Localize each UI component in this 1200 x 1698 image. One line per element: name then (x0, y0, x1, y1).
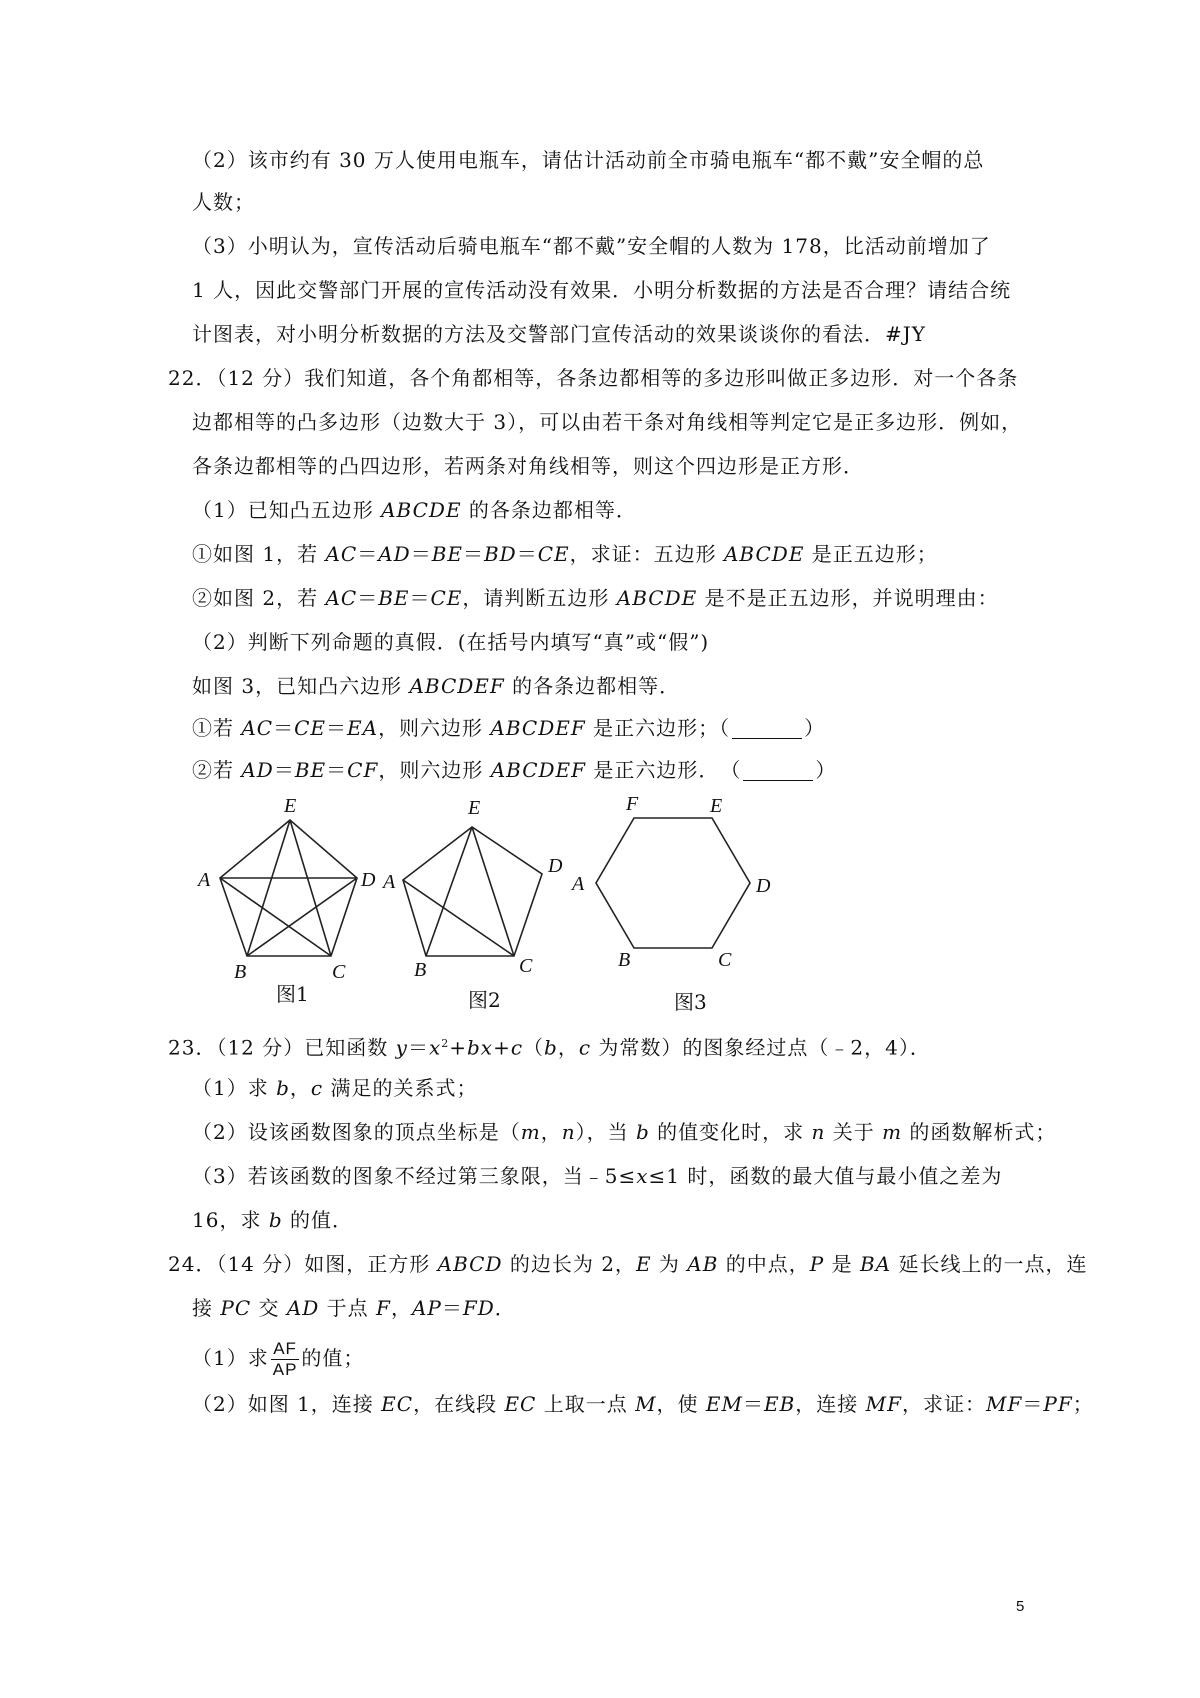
fig1-label-B: B (234, 961, 247, 983)
fig3-label-F: F (626, 793, 639, 815)
figure-2-pentagon (403, 827, 542, 956)
q24-part1: （1）求 $\frac{AF}{AP}$ 的值； (192, 1339, 365, 1379)
figures-svg (0, 790, 1200, 1050)
fig3-label-D: D (756, 875, 771, 897)
q24-part2: （2）如图 1，连接 EC，在线段 EC 上取一点 M，使 EM＝EB，连接 MF，求证：MF＝PF； (192, 1392, 1094, 1416)
q23-part2: （2）设该函数图象的顶点坐标是（m，n），当 b 的值变化时，求 n 关于 m 的函数解析式； (192, 1120, 1057, 1144)
figure-1-pentagon (220, 820, 357, 956)
q23-part1: （1）求 b，c 满足的关系式； (192, 1076, 478, 1100)
figure-3-caption: 图3 (674, 990, 707, 1014)
q23-stem: 23．（12 分）已知函数 $y=x^2+bx+c(b$，c 为常数）的图象经过点（﹣2，4）． (168, 1035, 931, 1060)
q22-stem-line2: 边都相等的凸多边形（边数大于 3），可以由若干条对角线相等判定它是正多边形．例如， (192, 410, 1023, 434)
figure-3-hexagon (596, 818, 750, 948)
fig3-label-B: B (618, 949, 631, 971)
q22-part2: （2）判断下列命题的真假．(在括号内填写“真”或“假”) (192, 630, 710, 654)
fig2-label-B: B (414, 959, 427, 981)
q21-part3-line3: 计图表，对小明分析数据的方法及交警部门宣传活动的效果谈谈你的看法．#JY (192, 322, 926, 346)
fig1-label-C: C (332, 961, 346, 983)
q22-stem-line1: 22．（12 分）我们知道，各个角都相等，各条边都相等的多边形叫做正多边形．对一个各条 (168, 366, 1019, 390)
fig1-label-A: A (198, 869, 211, 891)
fig2-label-A: A (383, 871, 396, 893)
figure-2-caption: 图2 (468, 988, 501, 1012)
q21-part2-line1: （2）该市约有 30 万人使用电瓶车，请估计活动前全市骑电瓶车“都不戴”安全帽的总 (192, 148, 985, 172)
fig1-label-D: D (361, 869, 376, 891)
q22-stem-line3: 各条边都相等的凸四边形，若两条对角线相等，则这个四边形是正方形． (192, 454, 864, 478)
q23-part3-line1: （3）若该函数的图象不经过第三象限，当﹣5≤x≤1 时，函数的最大值与最小值之差为 (192, 1164, 1003, 1188)
q21-part3-line2: 1 人，因此交警部门开展的宣传活动没有效果．小明分析数据的方法是否合理？请结合统 (192, 278, 1012, 302)
q22-part2-figure-intro: 如图 3，已知凸六边形 ABCDEF 的各条边都相等． (192, 674, 681, 698)
q22-statement2: ②若 AD＝BE＝CF，则六边形 ABCDEF 是正六边形． （ ） (192, 758, 837, 782)
q22-part1: （1）已知凸五边形 ABCDE 的各条边都相等． (192, 498, 637, 522)
figure-1-caption: 图1 (276, 982, 309, 1006)
fig3-label-A: A (572, 873, 585, 895)
q21-part3-line1: （3）小明认为，宣传活动后骑电瓶车“都不戴”安全帽的人数为 178，比活动前增加了 (192, 234, 991, 258)
q24-stem-line2: 接 PC 交 AD 于点 F，AP＝FD． (192, 1296, 516, 1320)
fig2-label-E: E (468, 797, 481, 819)
fig3-label-E: E (710, 795, 723, 817)
fig3-label-C: C (718, 949, 732, 971)
fig1-label-E: E (284, 795, 297, 817)
fig2-label-C: C (519, 955, 533, 977)
answer-blank-2[interactable] (743, 760, 813, 781)
q21-part2-line2: 人数； (192, 190, 255, 214)
q23-part3-line2: 16，求 b 的值． (192, 1208, 353, 1232)
q22-sub1: ①如图 1，若 AC＝AD＝BE＝BD＝CE，求证：五边形 ABCDE 是正五边形； (192, 542, 938, 566)
q22-sub2: ②如图 2，若 AC＝BE＝CE，请判断五边形 ABCDE 是不是正五边形，并说明理由： (192, 586, 999, 610)
fraction-af-over-ap: $\frac{AF}{AP}$ (272, 1339, 298, 1379)
fig2-label-D: D (548, 855, 563, 877)
q22-statement1: ①若 AC＝CE＝EA，则六边形 ABCDEF 是正六边形；（ ） (192, 716, 826, 740)
q24-stem-line1: 24．（14 分）如图，正方形 ABCD 的边长为 2，E 为 AB 的中点，P 是 BA 延长线上的一点，连 (168, 1252, 1088, 1276)
answer-blank-1[interactable] (732, 718, 802, 739)
page-number: 5 (1016, 1598, 1025, 1615)
